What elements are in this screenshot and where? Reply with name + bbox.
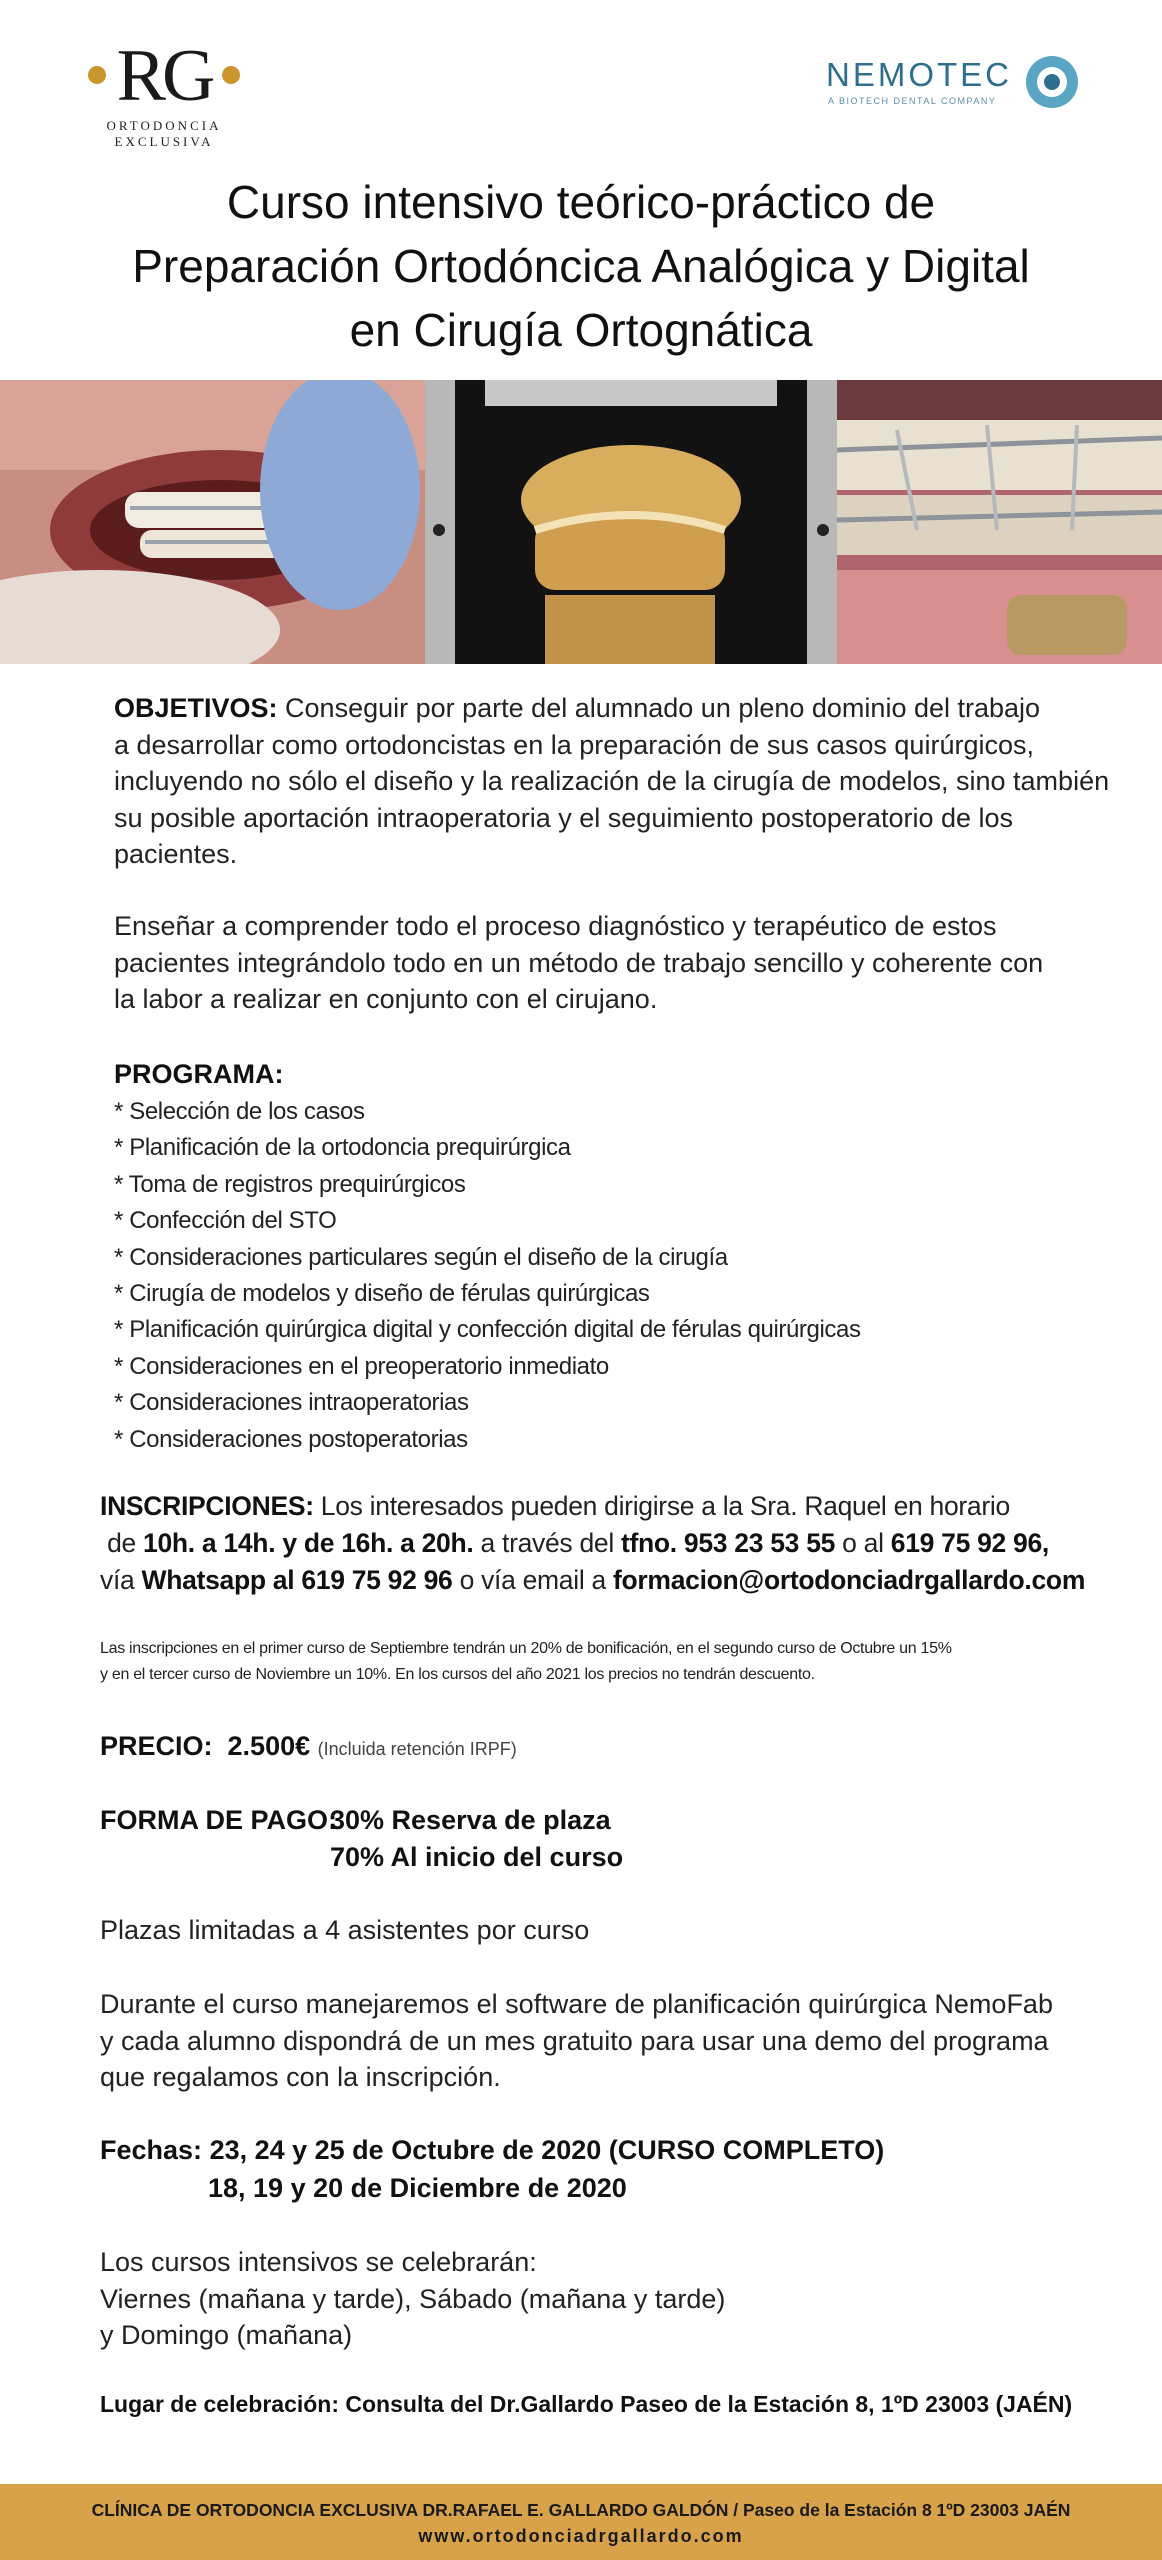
precio-note: (Incluida retención IRPF) xyxy=(317,1739,517,1759)
course-title xyxy=(60,170,1102,362)
precio-label: PRECIO: xyxy=(100,1731,213,1761)
discount-line-2: y en el tercer curso de Noviembre un 10%. En los cursos del año 2021 los precios no tendrán descuento. xyxy=(100,1666,815,1683)
photo-surgical-wire-fixation xyxy=(837,380,1162,664)
list-item: * Consideraciones postoperatorias xyxy=(114,1425,468,1453)
nemotec-tagline: A BIOTECH DENTAL COMPANY xyxy=(828,96,997,106)
precio-section xyxy=(100,1728,517,1768)
objetivos-line-4: su posible aportación intraoperatoria y el seguimiento postoperatorio de los xyxy=(114,802,1014,833)
footer-website[interactable]: www.ortodonciadrgallardo.com xyxy=(418,2526,744,2546)
photo-dental-model-articulator xyxy=(425,380,837,664)
inscripciones-section xyxy=(100,1488,1140,1599)
inscripciones-text: Los interesados pueden dirigirse a la Sra. Raquel en horario xyxy=(320,1491,1010,1521)
horario-line-3: y Domingo (mañana) xyxy=(100,2320,353,2350)
ensenar-line-3: la labor a realizar en conjunto con el cirujano. xyxy=(114,984,658,1014)
nemotec-name: NEMOTEC xyxy=(826,56,1012,93)
ensenar-line-2: pacientes integrándolo todo en un método de trabajo sencillo y coherente con xyxy=(114,947,1044,978)
plazas-text: Plazas limitadas a 4 asistentes por curso xyxy=(100,1915,590,1945)
software-line-1: Durante el curso manejaremos el software de planificación quirúrgica NemoFab xyxy=(100,1989,1053,2019)
inscripciones-via: vía xyxy=(100,1565,135,1595)
pago-line-2: 70% Al inicio del curso xyxy=(330,1842,624,1872)
gold-dot-left xyxy=(88,66,106,84)
photo-mouth-brackets xyxy=(0,380,425,664)
list-item: * Consideraciones en el preoperatorio inmediato xyxy=(114,1352,609,1380)
software-line-3: que regalamos con la inscripción. xyxy=(100,2062,501,2092)
nemotec-logo xyxy=(826,50,1086,116)
list-item: * Confección del STO xyxy=(114,1207,337,1235)
list-item: * Selección de los casos xyxy=(114,1098,365,1125)
list-item: * Toma de registros prequirúrgicos xyxy=(114,1170,466,1198)
discount-line-1: Las inscripciones en el primer curso de Septiembre tendrán un 20% de bonificación, en el segundo curso de Octubre un 15% xyxy=(100,1640,952,1657)
nemotec-eye-icon xyxy=(1024,54,1080,110)
list-item: * Planificación quirúrgica digital y confección digital de férulas quirúrgicas xyxy=(114,1316,861,1344)
list-item: * Cirugía de modelos y diseño de férulas quirúrgicas xyxy=(114,1280,650,1308)
email-address: formacion@ortodonciadrgallardo.com xyxy=(613,1565,1086,1595)
rg-ortodoncia-logo xyxy=(84,35,244,149)
list-item: * Planificación de la ortodoncia prequirúrgica xyxy=(114,1134,571,1162)
inscripciones-hours: 10h. a 14h. y de 16h. a 20h. xyxy=(143,1528,474,1558)
objetivos-line-1: Conseguir por parte del alumnado un pleno dominio del trabajo xyxy=(285,693,1041,723)
whatsapp-number: Whatsapp al 619 75 92 96 xyxy=(141,1565,453,1595)
fechas-line-1: 23, 24 y 25 de Octubre de 2020 (CURSO COMPLETO) xyxy=(209,2135,885,2165)
ensenar-section xyxy=(114,908,1124,1018)
programa-list xyxy=(114,1094,861,1458)
list-item: * Consideraciones intraoperatorias xyxy=(114,1389,469,1417)
pago-line-1: 30% Reserva de plaza xyxy=(330,1805,611,1835)
horario-section xyxy=(100,2244,725,2354)
list-item: * Consideraciones particulares según el diseño de la cirugía xyxy=(114,1243,728,1271)
software-line-2: y cada alumno dispondrá de un mes gratuito para usar una demo del programa xyxy=(100,2025,1049,2056)
inscripciones-or-al: o al xyxy=(842,1528,884,1558)
gold-dot-right xyxy=(222,66,240,84)
discount-note xyxy=(100,1636,1060,1688)
pago-label: FORMA DE PAGO: xyxy=(100,1805,337,1835)
precio-value: 2.500€ xyxy=(227,1731,311,1761)
programa-label: PROGRAMA: xyxy=(114,1059,284,1089)
lugar-text: Lugar de celebración: Consulta del Dr.Gallardo Paseo de la Estación 8, 1ºD 23003 (JAÉN) xyxy=(100,2391,1073,2417)
ensenar-line-1: Enseñar a comprender todo el proceso diagnóstico y terapéutico de estos xyxy=(114,911,997,941)
logo-letters: RG xyxy=(116,35,212,117)
objetivos-section xyxy=(114,690,1124,873)
fechas-label: Fechas: xyxy=(100,2135,203,2165)
photo-band xyxy=(0,380,1162,664)
inscripciones-or-email: o vía email a xyxy=(459,1565,606,1595)
forma-de-pago-label xyxy=(100,1802,337,1839)
horario-line-1: Los cursos intensivos se celebrarán: xyxy=(100,2247,537,2277)
fechas-line-1-wrap xyxy=(100,2132,884,2169)
fechas-line-2: 18, 19 y 20 de Diciembre de 2020 xyxy=(208,2173,627,2203)
objetivos-line-2: a desarrollar como ortodoncistas en la preparación de sus casos quirúrgicos, xyxy=(114,729,1034,760)
logo-subtitle-2: EXCLUSIVA xyxy=(114,134,214,149)
inscripciones-label: INSCRIPCIONES: xyxy=(100,1491,314,1521)
footer-address: CLÍNICA DE ORTODONCIA EXCLUSIVA DR.RAFAEL E. GALLARDO GALDÓN / Paseo de la Estación 8 1ºD 23003 JAÉN xyxy=(91,2500,1071,2520)
inscripciones-de: de xyxy=(107,1528,136,1558)
title-line-2: Preparación Ortodóncica Analógica y Digital xyxy=(132,240,1030,292)
software-section xyxy=(100,1986,1140,2096)
title-line-3: en Cirugía Ortognática xyxy=(349,304,813,356)
logo-subtitle-1: ORTODONCIA xyxy=(106,118,222,133)
horario-line-2: Viernes (mañana y tarde), Sábado (mañana y tarde) xyxy=(100,2283,726,2314)
inscripciones-via-phone: a través del xyxy=(480,1528,614,1558)
objetivos-line-3: incluyendo no sólo el diseño y la realización de la cirugía de modelos, sino también xyxy=(114,766,1110,796)
mobile-number: 619 75 92 96, xyxy=(890,1528,1049,1558)
footer-bar xyxy=(0,2484,1162,2560)
objetivos-label: OBJETIVOS: xyxy=(114,693,278,723)
objetivos-line-5: pacientes. xyxy=(114,839,238,869)
phone-number: tfno. 953 23 53 55 xyxy=(620,1528,836,1558)
title-line-1: Curso intensivo teórico-práctico de xyxy=(226,176,936,228)
